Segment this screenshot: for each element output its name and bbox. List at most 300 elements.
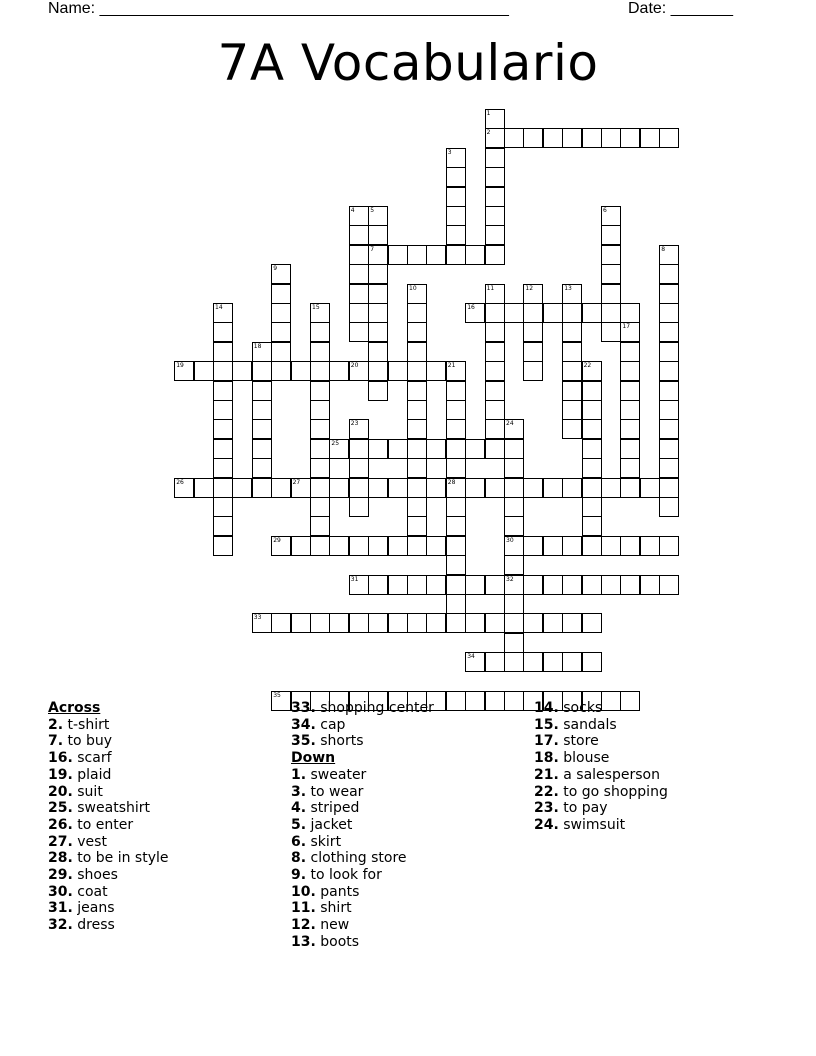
- grid-cell[interactable]: [446, 361, 466, 381]
- grid-cell[interactable]: [465, 303, 485, 323]
- grid-cell[interactable]: [504, 691, 524, 711]
- grid-cell[interactable]: [368, 225, 388, 245]
- grid-cell[interactable]: [252, 400, 272, 420]
- grid-cell[interactable]: [368, 264, 388, 284]
- grid-cell[interactable]: [485, 575, 505, 595]
- grid-cell[interactable]: [349, 322, 369, 342]
- grid-cell[interactable]: [640, 575, 660, 595]
- grid-cell[interactable]: [407, 613, 427, 633]
- grid-cell[interactable]: [310, 342, 330, 362]
- grid-cell[interactable]: [659, 458, 679, 478]
- grid-cell[interactable]: [659, 284, 679, 304]
- grid-cell[interactable]: [620, 342, 640, 362]
- grid-cell[interactable]: [271, 303, 291, 323]
- grid-cell[interactable]: [310, 322, 330, 342]
- grid-cell[interactable]: [232, 361, 252, 381]
- grid-cell[interactable]: [659, 361, 679, 381]
- grid-cell[interactable]: [213, 536, 233, 556]
- grid-cell[interactable]: [485, 361, 505, 381]
- grid-cell[interactable]: [601, 536, 621, 556]
- grid-cell[interactable]: [601, 322, 621, 342]
- grid-cell[interactable]: [407, 322, 427, 342]
- grid-cell[interactable]: [543, 613, 563, 633]
- grid-cell[interactable]: [271, 691, 291, 711]
- grid-cell[interactable]: [523, 613, 543, 633]
- grid-cell[interactable]: [310, 361, 330, 381]
- grid-cell[interactable]: [252, 342, 272, 362]
- grid-cell[interactable]: [213, 342, 233, 362]
- grid-cell[interactable]: [485, 148, 505, 168]
- grid-cell[interactable]: [504, 536, 524, 556]
- across-clue: [291, 733, 434, 750]
- grid-cell[interactable]: [407, 400, 427, 420]
- grid-cell[interactable]: [310, 497, 330, 517]
- grid-cell[interactable]: [310, 439, 330, 459]
- grid-cell[interactable]: [368, 575, 388, 595]
- grid-cell[interactable]: [523, 322, 543, 342]
- grid-cell[interactable]: [426, 536, 446, 556]
- grid-cell[interactable]: [446, 206, 466, 226]
- grid-cell[interactable]: [446, 555, 466, 575]
- grid-cell[interactable]: [349, 245, 369, 265]
- grid-cell[interactable]: [601, 478, 621, 498]
- grid-cell[interactable]: [620, 419, 640, 439]
- grid-cell[interactable]: [349, 419, 369, 439]
- grid-cell[interactable]: [407, 361, 427, 381]
- grid-cell[interactable]: [291, 361, 311, 381]
- down-clue: [291, 767, 434, 784]
- across-clue: [48, 850, 169, 867]
- grid-cell[interactable]: [485, 187, 505, 207]
- grid-cell[interactable]: [349, 284, 369, 304]
- grid-cell[interactable]: [543, 303, 563, 323]
- grid-cell[interactable]: [310, 478, 330, 498]
- grid-cell[interactable]: [446, 497, 466, 517]
- grid-cell[interactable]: [407, 575, 427, 595]
- grid-cell[interactable]: [446, 691, 466, 711]
- grid-cell[interactable]: [213, 439, 233, 459]
- grid-cell[interactable]: [349, 613, 369, 633]
- grid-cell[interactable]: [446, 478, 466, 498]
- grid-cell[interactable]: [485, 652, 505, 672]
- grid-cell[interactable]: [271, 322, 291, 342]
- grid-cell[interactable]: [485, 206, 505, 226]
- grid-cell[interactable]: [582, 381, 602, 401]
- grid-cell[interactable]: [485, 691, 505, 711]
- grid-cell[interactable]: [349, 458, 369, 478]
- grid-cell[interactable]: [291, 613, 311, 633]
- grid-cell[interactable]: [446, 613, 466, 633]
- grid-cell[interactable]: [620, 478, 640, 498]
- grid-cell[interactable]: [446, 400, 466, 420]
- grid-cell[interactable]: [368, 478, 388, 498]
- grid-cell[interactable]: [582, 439, 602, 459]
- grid-cell[interactable]: [659, 128, 679, 148]
- grid-cell[interactable]: [349, 575, 369, 595]
- grid-cell[interactable]: [582, 361, 602, 381]
- grid-cell[interactable]: [601, 206, 621, 226]
- grid-cell[interactable]: [368, 245, 388, 265]
- clue-text: dress: [77, 917, 115, 934]
- grid-cell[interactable]: [523, 536, 543, 556]
- grid-cell[interactable]: [504, 575, 524, 595]
- down-clue: [291, 900, 434, 917]
- grid-cell[interactable]: [446, 439, 466, 459]
- grid-cell[interactable]: [446, 419, 466, 439]
- grid-cell[interactable]: [485, 109, 505, 129]
- grid-cell[interactable]: [582, 516, 602, 536]
- grid-cell[interactable]: [640, 128, 660, 148]
- clue-text: sweatshirt: [77, 800, 150, 817]
- name-field-line[interactable]: Name: ______________________________________________: [48, 0, 509, 17]
- grid-cell[interactable]: [310, 381, 330, 401]
- grid-cell[interactable]: [485, 225, 505, 245]
- grid-cell[interactable]: [446, 245, 466, 265]
- grid-cell[interactable]: [582, 497, 602, 517]
- grid-cell[interactable]: [485, 439, 505, 459]
- grid-cell[interactable]: [640, 536, 660, 556]
- grid-cell[interactable]: [504, 613, 524, 633]
- grid-cell[interactable]: [291, 536, 311, 556]
- grid-cell[interactable]: [485, 167, 505, 187]
- grid-cell[interactable]: [252, 361, 272, 381]
- grid-cell[interactable]: [426, 361, 446, 381]
- grid-cell[interactable]: [407, 245, 427, 265]
- grid-cell[interactable]: [407, 458, 427, 478]
- grid-cell[interactable]: [271, 361, 291, 381]
- grid-cell[interactable]: [271, 264, 291, 284]
- grid-cell[interactable]: [562, 400, 582, 420]
- grid-cell[interactable]: [659, 400, 679, 420]
- grid-cell[interactable]: [659, 497, 679, 517]
- grid-cell[interactable]: [620, 322, 640, 342]
- grid-cell[interactable]: [407, 284, 427, 304]
- grid-cell[interactable]: [523, 284, 543, 304]
- grid-cell[interactable]: [582, 536, 602, 556]
- grid-cell[interactable]: [562, 342, 582, 362]
- grid-cell[interactable]: [562, 303, 582, 323]
- grid-cell[interactable]: [504, 497, 524, 517]
- grid-cell[interactable]: [213, 322, 233, 342]
- grid-cell[interactable]: [504, 419, 524, 439]
- grid-cell[interactable]: [523, 478, 543, 498]
- grid-cell[interactable]: [407, 419, 427, 439]
- grid-cell[interactable]: [504, 439, 524, 459]
- clue-text: striped: [310, 800, 360, 817]
- grid-cell[interactable]: [562, 128, 582, 148]
- grid-cell[interactable]: [446, 225, 466, 245]
- grid-cell[interactable]: [252, 478, 272, 498]
- grid-cell[interactable]: [465, 575, 485, 595]
- grid-cell[interactable]: [485, 400, 505, 420]
- grid-cell[interactable]: [601, 245, 621, 265]
- grid-cell[interactable]: [504, 128, 524, 148]
- grid-cell[interactable]: [582, 419, 602, 439]
- grid-cell[interactable]: [446, 594, 466, 614]
- grid-cell[interactable]: [349, 361, 369, 381]
- grid-cell[interactable]: [465, 245, 485, 265]
- grid-cell[interactable]: [213, 400, 233, 420]
- grid-cell[interactable]: [659, 419, 679, 439]
- grid-cell[interactable]: [407, 497, 427, 517]
- grid-cell[interactable]: [446, 381, 466, 401]
- grid-cell[interactable]: [174, 478, 194, 498]
- grid-cell[interactable]: [407, 516, 427, 536]
- grid-cell[interactable]: [329, 439, 349, 459]
- grid-cell[interactable]: [252, 613, 272, 633]
- grid-cell[interactable]: [368, 536, 388, 556]
- grid-cell[interactable]: [543, 575, 563, 595]
- grid-cell[interactable]: [582, 400, 602, 420]
- grid-cell[interactable]: [582, 458, 602, 478]
- grid-cell[interactable]: [407, 303, 427, 323]
- grid-cell[interactable]: [388, 245, 408, 265]
- grid-cell[interactable]: [504, 594, 524, 614]
- grid-cell[interactable]: [271, 284, 291, 304]
- grid-cell[interactable]: [426, 478, 446, 498]
- grid-cell[interactable]: [504, 303, 524, 323]
- grid-cell[interactable]: [504, 633, 524, 653]
- grid-cell[interactable]: [174, 361, 194, 381]
- grid-cell[interactable]: [659, 303, 679, 323]
- grid-cell[interactable]: [465, 439, 485, 459]
- grid-cell[interactable]: [271, 478, 291, 498]
- grid-cell[interactable]: [504, 478, 524, 498]
- grid-cell[interactable]: [329, 478, 349, 498]
- grid-cell[interactable]: [349, 264, 369, 284]
- clue-number: 8: [661, 245, 666, 253]
- grid-cell[interactable]: [368, 303, 388, 323]
- grid-cell[interactable]: [349, 206, 369, 226]
- grid-cell[interactable]: [426, 613, 446, 633]
- grid-cell[interactable]: [659, 439, 679, 459]
- grid-cell[interactable]: [620, 381, 640, 401]
- grid-cell[interactable]: [659, 342, 679, 362]
- grid-cell[interactable]: [407, 381, 427, 401]
- grid-cell[interactable]: [368, 439, 388, 459]
- grid-cell[interactable]: [601, 303, 621, 323]
- grid-cell[interactable]: [485, 613, 505, 633]
- grid-cell[interactable]: [485, 284, 505, 304]
- grid-cell[interactable]: [310, 400, 330, 420]
- grid-cell[interactable]: [523, 575, 543, 595]
- grid-cell[interactable]: [485, 128, 505, 148]
- grid-cell[interactable]: [543, 652, 563, 672]
- grid-cell[interactable]: [620, 536, 640, 556]
- grid-cell[interactable]: [485, 322, 505, 342]
- grid-cell[interactable]: [407, 536, 427, 556]
- grid-cell[interactable]: [388, 613, 408, 633]
- grid-cell[interactable]: [659, 264, 679, 284]
- grid-cell[interactable]: [426, 575, 446, 595]
- grid-cell[interactable]: [601, 575, 621, 595]
- grid-cell[interactable]: [465, 613, 485, 633]
- grid-cell[interactable]: [562, 322, 582, 342]
- grid-cell[interactable]: [562, 381, 582, 401]
- clue-number: 2: [486, 129, 491, 137]
- grid-cell[interactable]: [562, 284, 582, 304]
- grid-cell[interactable]: [388, 575, 408, 595]
- grid-cell[interactable]: [329, 361, 349, 381]
- grid-cell[interactable]: [310, 458, 330, 478]
- grid-cell[interactable]: [523, 361, 543, 381]
- grid-cell[interactable]: [504, 555, 524, 575]
- grid-cell[interactable]: [659, 575, 679, 595]
- grid-cell[interactable]: [562, 536, 582, 556]
- grid-cell[interactable]: [659, 322, 679, 342]
- grid-cell[interactable]: [213, 361, 233, 381]
- grid-cell[interactable]: [485, 419, 505, 439]
- grid-cell[interactable]: [659, 245, 679, 265]
- grid-cell[interactable]: [271, 342, 291, 362]
- grid-cell[interactable]: [465, 478, 485, 498]
- grid-cell[interactable]: [562, 419, 582, 439]
- grid-cell[interactable]: [213, 381, 233, 401]
- grid-cell[interactable]: [523, 128, 543, 148]
- grid-cell[interactable]: [368, 361, 388, 381]
- clue-text: socks: [563, 700, 603, 716]
- grid-cell[interactable]: [601, 284, 621, 304]
- grid-cell[interactable]: [407, 342, 427, 362]
- grid-cell[interactable]: [368, 284, 388, 304]
- grid-cell[interactable]: [388, 536, 408, 556]
- grid-cell[interactable]: [543, 128, 563, 148]
- grid-cell[interactable]: [562, 613, 582, 633]
- grid-cell[interactable]: [388, 439, 408, 459]
- grid-cell[interactable]: [620, 128, 640, 148]
- grid-cell[interactable]: [446, 575, 466, 595]
- grid-cell[interactable]: [213, 419, 233, 439]
- grid-cell[interactable]: [291, 478, 311, 498]
- grid-cell[interactable]: [659, 381, 679, 401]
- grid-cell[interactable]: [446, 167, 466, 187]
- grid-cell[interactable]: [368, 322, 388, 342]
- grid-cell[interactable]: [213, 303, 233, 323]
- grid-cell[interactable]: [582, 652, 602, 672]
- grid-cell[interactable]: [329, 536, 349, 556]
- date-field-line[interactable]: Date: _______: [628, 0, 733, 17]
- grid-cell[interactable]: [252, 439, 272, 459]
- grid-cell[interactable]: [562, 478, 582, 498]
- grid-cell[interactable]: [446, 536, 466, 556]
- grid-cell[interactable]: [659, 478, 679, 498]
- grid-cell[interactable]: [620, 458, 640, 478]
- grid-cell[interactable]: [310, 536, 330, 556]
- grid-cell[interactable]: [252, 458, 272, 478]
- grid-cell[interactable]: [582, 303, 602, 323]
- grid-cell[interactable]: [485, 245, 505, 265]
- across-clue: [48, 834, 169, 851]
- grid-cell[interactable]: [504, 516, 524, 536]
- grid-cell[interactable]: [194, 361, 214, 381]
- grid-cell[interactable]: [368, 381, 388, 401]
- grid-cell[interactable]: [601, 264, 621, 284]
- grid-cell[interactable]: [465, 652, 485, 672]
- grid-cell[interactable]: [446, 187, 466, 207]
- grid-cell[interactable]: [213, 516, 233, 536]
- grid-cell[interactable]: [329, 613, 349, 633]
- grid-cell[interactable]: [213, 478, 233, 498]
- grid-cell[interactable]: [562, 575, 582, 595]
- grid-cell[interactable]: [310, 419, 330, 439]
- grid-cell[interactable]: [620, 575, 640, 595]
- grid-cell[interactable]: [213, 497, 233, 517]
- grid-cell[interactable]: [213, 458, 233, 478]
- grid-cell[interactable]: [349, 303, 369, 323]
- clue-number: 7: [370, 245, 375, 253]
- across-heading: Across: [48, 700, 101, 716]
- grid-cell[interactable]: [252, 419, 272, 439]
- clue-text: a salesperson: [563, 766, 660, 783]
- grid-cell[interactable]: [368, 206, 388, 226]
- grid-cell[interactable]: [485, 478, 505, 498]
- grid-cell[interactable]: [271, 613, 291, 633]
- grid-cell[interactable]: [232, 478, 252, 498]
- grid-cell[interactable]: [620, 400, 640, 420]
- grid-cell[interactable]: [601, 225, 621, 245]
- grid-cell[interactable]: [582, 128, 602, 148]
- grid-cell[interactable]: [388, 361, 408, 381]
- grid-cell[interactable]: [523, 652, 543, 672]
- grid-cell[interactable]: [349, 478, 369, 498]
- grid-cell[interactable]: [349, 225, 369, 245]
- grid-cell[interactable]: [446, 148, 466, 168]
- grid-cell[interactable]: [601, 128, 621, 148]
- grid-cell[interactable]: [504, 652, 524, 672]
- grid-cell[interactable]: [271, 536, 291, 556]
- grid-cell[interactable]: [426, 245, 446, 265]
- grid-cell[interactable]: [465, 691, 485, 711]
- grid-cell[interactable]: [640, 478, 660, 498]
- grid-cell[interactable]: [485, 381, 505, 401]
- clue-column-2: [291, 700, 434, 951]
- grid-cell[interactable]: [485, 303, 505, 323]
- grid-cell[interactable]: [582, 613, 602, 633]
- grid-cell[interactable]: [310, 303, 330, 323]
- grid-cell[interactable]: [194, 478, 214, 498]
- grid-cell[interactable]: [620, 361, 640, 381]
- grid-cell[interactable]: [407, 439, 427, 459]
- grid-cell[interactable]: [446, 516, 466, 536]
- grid-cell[interactable]: [349, 497, 369, 517]
- grid-cell[interactable]: [543, 478, 563, 498]
- grid-cell[interactable]: [620, 439, 640, 459]
- grid-cell[interactable]: [523, 303, 543, 323]
- grid-cell[interactable]: [349, 439, 369, 459]
- grid-cell[interactable]: [562, 652, 582, 672]
- grid-cell[interactable]: [349, 536, 369, 556]
- grid-cell[interactable]: [485, 342, 505, 362]
- grid-cell[interactable]: [310, 613, 330, 633]
- grid-cell[interactable]: [310, 516, 330, 536]
- grid-cell[interactable]: [407, 478, 427, 498]
- grid-cell[interactable]: [368, 613, 388, 633]
- grid-cell[interactable]: [368, 342, 388, 362]
- grid-cell[interactable]: [426, 439, 446, 459]
- grid-cell[interactable]: [388, 478, 408, 498]
- grid-cell[interactable]: [252, 381, 272, 401]
- grid-cell[interactable]: [523, 342, 543, 362]
- down-heading: Down: [291, 750, 336, 767]
- grid-cell[interactable]: [659, 536, 679, 556]
- grid-cell[interactable]: [543, 536, 563, 556]
- grid-cell[interactable]: [620, 303, 640, 323]
- grid-cell[interactable]: [446, 458, 466, 478]
- grid-cell[interactable]: [504, 458, 524, 478]
- grid-cell[interactable]: [582, 478, 602, 498]
- grid-cell[interactable]: [562, 361, 582, 381]
- grid-cell[interactable]: [582, 575, 602, 595]
